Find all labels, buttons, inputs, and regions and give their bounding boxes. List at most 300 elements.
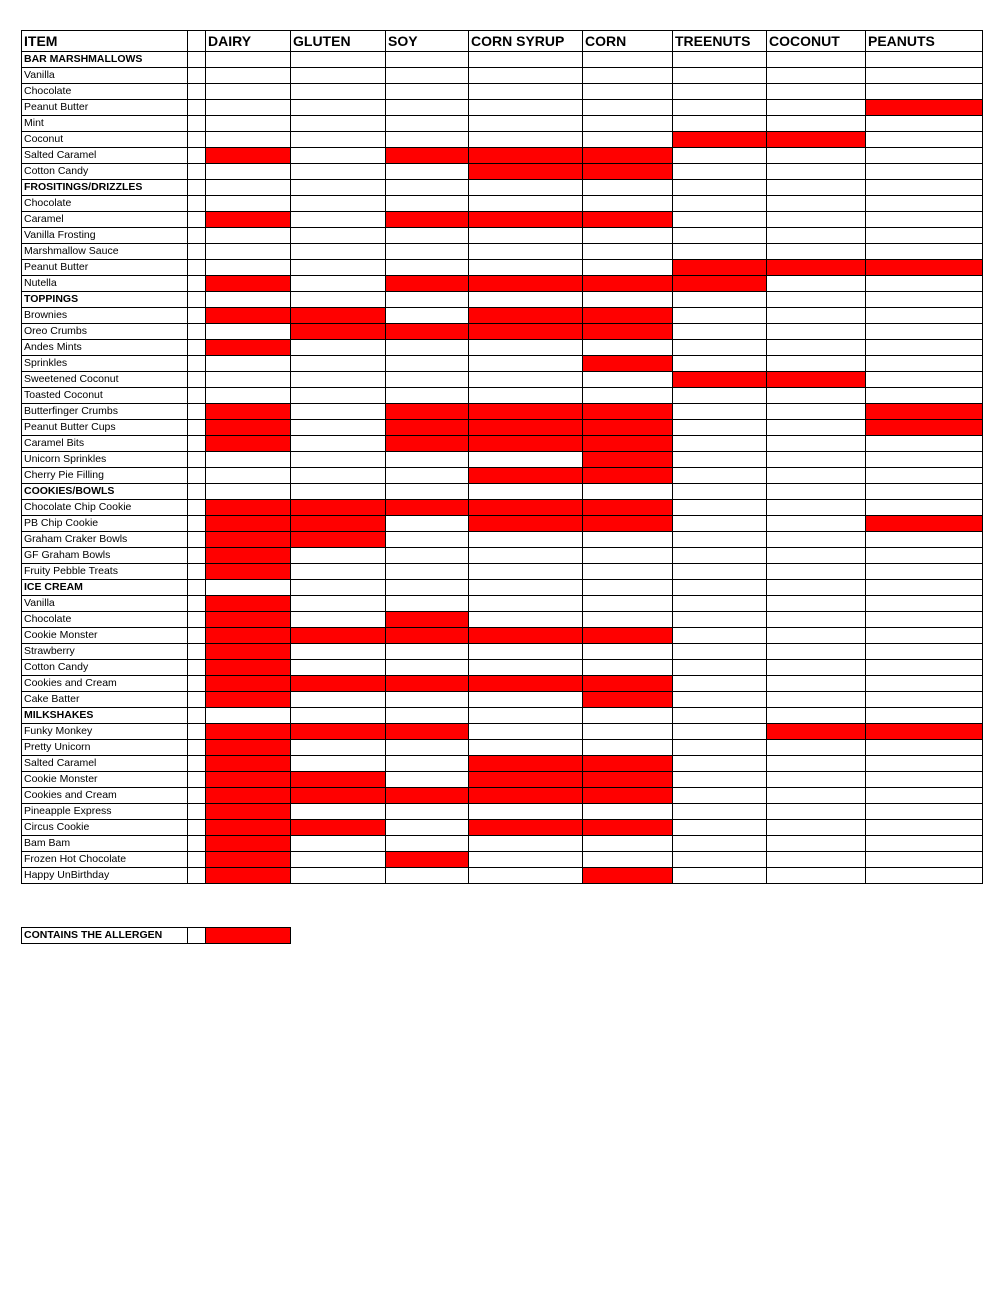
allergen-cell-peanuts — [866, 708, 983, 724]
allergen-cell-corn — [583, 180, 673, 196]
allergen-cell-corn-syrup — [469, 52, 583, 68]
item-name: Butterfinger Crumbs — [22, 404, 188, 420]
item-name: Oreo Crumbs — [22, 324, 188, 340]
allergen-cell-corn — [583, 548, 673, 564]
header-row — [22, 31, 983, 52]
allergen-cell-peanuts — [866, 436, 983, 452]
allergen-cell-treenuts — [673, 548, 767, 564]
allergen-cell-peanuts — [866, 644, 983, 660]
allergen-cell-gluten — [291, 52, 386, 68]
allergen-cell-dairy — [206, 724, 291, 740]
allergen-cell-treenuts — [673, 388, 767, 404]
blank-cell — [188, 276, 206, 292]
allergen-cell-treenuts — [673, 564, 767, 580]
allergen-cell-coconut — [767, 612, 866, 628]
table-row — [22, 420, 983, 436]
allergen-cell-treenuts — [673, 340, 767, 356]
section-row — [22, 292, 983, 308]
allergen-cell-corn — [583, 756, 673, 772]
blank-cell — [188, 740, 206, 756]
item-name: Mint — [22, 116, 188, 132]
allergen-cell-treenuts — [673, 804, 767, 820]
table-row — [22, 804, 983, 820]
allergen-cell-dairy — [206, 404, 291, 420]
allergen-cell-coconut — [767, 468, 866, 484]
allergen-cell-corn — [583, 404, 673, 420]
allergen-cell-dairy — [206, 452, 291, 468]
allergen-cell-soy — [386, 132, 469, 148]
table-row — [22, 196, 983, 212]
allergen-cell-treenuts — [673, 244, 767, 260]
allergen-cell-coconut — [767, 820, 866, 836]
allergen-cell-soy — [386, 564, 469, 580]
item-name: Bam Bam — [22, 836, 188, 852]
allergen-cell-coconut — [767, 372, 866, 388]
allergen-cell-coconut — [767, 356, 866, 372]
allergen-cell-treenuts — [673, 596, 767, 612]
allergen-cell-corn — [583, 420, 673, 436]
section-title: ICE CREAM — [22, 580, 188, 596]
allergen-cell-corn — [583, 612, 673, 628]
allergen-cell-corn-syrup — [469, 660, 583, 676]
allergen-cell-gluten — [291, 708, 386, 724]
allergen-cell-corn-syrup — [469, 420, 583, 436]
allergen-cell-dairy — [206, 308, 291, 324]
blank-cell — [188, 420, 206, 436]
allergen-cell-coconut — [767, 292, 866, 308]
blank-cell — [188, 404, 206, 420]
allergen-cell-peanuts — [866, 756, 983, 772]
allergen-cell-gluten — [291, 292, 386, 308]
allergen-cell-dairy — [206, 804, 291, 820]
allergen-cell-corn — [583, 164, 673, 180]
blank-cell — [188, 468, 206, 484]
allergen-cell-dairy — [206, 52, 291, 68]
allergen-cell-corn — [583, 820, 673, 836]
allergen-cell-dairy — [206, 468, 291, 484]
blank-cell — [188, 324, 206, 340]
item-name: Cookie Monster — [22, 628, 188, 644]
item-name: Salted Caramel — [22, 756, 188, 772]
allergen-cell-peanuts — [866, 260, 983, 276]
allergen-cell-coconut — [767, 596, 866, 612]
allergen-cell-peanuts — [866, 100, 983, 116]
allergen-cell-gluten — [291, 836, 386, 852]
allergen-cell-gluten — [291, 228, 386, 244]
allergen-cell-peanuts — [866, 356, 983, 372]
blank-cell — [188, 84, 206, 100]
allergen-cell-dairy — [206, 868, 291, 884]
allergen-cell-dairy — [206, 84, 291, 100]
allergen-cell-peanuts — [866, 228, 983, 244]
allergen-cell-peanuts — [866, 244, 983, 260]
allergen-cell-peanuts — [866, 532, 983, 548]
allergen-cell-peanuts — [866, 676, 983, 692]
allergen-cell-soy — [386, 180, 469, 196]
allergen-cell-dairy — [206, 852, 291, 868]
allergen-cell-dairy — [206, 260, 291, 276]
allergen-cell-gluten — [291, 420, 386, 436]
table-row — [22, 788, 983, 804]
allergen-cell-corn-syrup — [469, 772, 583, 788]
allergen-cell-corn — [583, 740, 673, 756]
table-row — [22, 532, 983, 548]
table-row — [22, 436, 983, 452]
allergen-cell-gluten — [291, 532, 386, 548]
allergen-cell-corn-syrup — [469, 532, 583, 548]
allergen-cell-treenuts — [673, 500, 767, 516]
allergen-cell-dairy — [206, 484, 291, 500]
allergen-cell-corn-syrup — [469, 708, 583, 724]
blank-cell — [188, 100, 206, 116]
allergen-cell-dairy — [206, 820, 291, 836]
allergen-cell-treenuts — [673, 516, 767, 532]
allergen-cell-corn-syrup — [469, 148, 583, 164]
table-row — [22, 836, 983, 852]
allergen-cell-soy — [386, 468, 469, 484]
blank-cell — [188, 820, 206, 836]
table-row — [22, 164, 983, 180]
allergen-cell-gluten — [291, 276, 386, 292]
allergen-cell-gluten — [291, 676, 386, 692]
allergen-cell-gluten — [291, 580, 386, 596]
allergen-cell-soy — [386, 228, 469, 244]
table-row — [22, 468, 983, 484]
table-row — [22, 628, 983, 644]
blank-cell — [188, 228, 206, 244]
allergen-cell-peanuts — [866, 52, 983, 68]
allergen-cell-peanuts — [866, 132, 983, 148]
allergen-cell-treenuts — [673, 132, 767, 148]
blank-cell — [188, 836, 206, 852]
table-row — [22, 516, 983, 532]
allergen-cell-corn — [583, 308, 673, 324]
item-name: Vanilla — [22, 596, 188, 612]
blank-cell — [188, 580, 206, 596]
allergen-cell-treenuts — [673, 772, 767, 788]
allergen-cell-dairy — [206, 532, 291, 548]
allergen-cell-gluten — [291, 564, 386, 580]
allergen-cell-peanuts — [866, 564, 983, 580]
allergen-cell-soy — [386, 116, 469, 132]
allergen-cell-soy — [386, 84, 469, 100]
section-title: BAR MARSHMALLOWS — [22, 52, 188, 68]
allergen-cell-peanuts — [866, 148, 983, 164]
blank-cell — [188, 356, 206, 372]
allergen-cell-treenuts — [673, 84, 767, 100]
allergen-cell-gluten — [291, 180, 386, 196]
blank-cell — [188, 516, 206, 532]
blank-cell — [188, 628, 206, 644]
item-name: Caramel Bits — [22, 436, 188, 452]
table-row — [22, 116, 983, 132]
blank-cell — [188, 340, 206, 356]
allergen-cell-dairy — [206, 132, 291, 148]
allergen-cell-corn-syrup — [469, 468, 583, 484]
table-row — [22, 356, 983, 372]
allergen-cell-coconut — [767, 436, 866, 452]
blank-cell — [188, 244, 206, 260]
blank-cell — [188, 68, 206, 84]
blank-cell — [188, 548, 206, 564]
allergen-cell-dairy — [206, 564, 291, 580]
allergen-cell-gluten — [291, 324, 386, 340]
allergen-cell-corn-syrup — [469, 644, 583, 660]
allergen-cell-soy — [386, 452, 469, 468]
allergen-cell-soy — [386, 644, 469, 660]
allergen-cell-peanuts — [866, 740, 983, 756]
column-header-corn-syrup: CORN SYRUP — [469, 31, 583, 52]
allergen-cell-dairy — [206, 788, 291, 804]
allergen-cell-treenuts — [673, 196, 767, 212]
item-name: Vanilla Frosting — [22, 228, 188, 244]
allergen-cell-corn — [583, 324, 673, 340]
blank-cell — [188, 116, 206, 132]
allergen-cell-corn — [583, 500, 673, 516]
allergen-cell-dairy — [206, 516, 291, 532]
allergen-cell-treenuts — [673, 372, 767, 388]
table-row — [22, 724, 983, 740]
allergen-cell-corn-syrup — [469, 676, 583, 692]
table-row — [22, 452, 983, 468]
allergen-cell-corn-syrup — [469, 868, 583, 884]
section-row — [22, 580, 983, 596]
allergen-cell-corn — [583, 596, 673, 612]
table-row — [22, 308, 983, 324]
allergen-cell-corn-syrup — [469, 228, 583, 244]
allergen-cell-gluten — [291, 500, 386, 516]
allergen-cell-dairy — [206, 372, 291, 388]
allergen-cell-dairy — [206, 324, 291, 340]
allergen-cell-coconut — [767, 708, 866, 724]
allergen-cell-soy — [386, 740, 469, 756]
allergen-cell-coconut — [767, 164, 866, 180]
allergen-cell-treenuts — [673, 324, 767, 340]
allergen-cell-gluten — [291, 740, 386, 756]
allergen-cell-corn-syrup — [469, 740, 583, 756]
column-header-gluten: GLUTEN — [291, 31, 386, 52]
allergen-cell-coconut — [767, 628, 866, 644]
allergen-cell-treenuts — [673, 692, 767, 708]
allergen-cell-corn-syrup — [469, 84, 583, 100]
allergen-cell-peanuts — [866, 612, 983, 628]
allergen-cell-soy — [386, 244, 469, 260]
item-name: Cookies and Cream — [22, 788, 188, 804]
blank-cell — [188, 132, 206, 148]
allergen-cell-gluten — [291, 100, 386, 116]
allergen-cell-treenuts — [673, 756, 767, 772]
allergen-cell-corn-syrup — [469, 596, 583, 612]
allergen-cell-gluten — [291, 468, 386, 484]
allergen-cell-gluten — [291, 404, 386, 420]
allergen-cell-corn-syrup — [469, 564, 583, 580]
allergen-cell-treenuts — [673, 676, 767, 692]
allergen-cell-treenuts — [673, 100, 767, 116]
allergen-cell-corn-syrup — [469, 724, 583, 740]
allergen-cell-gluten — [291, 68, 386, 84]
allergen-cell-coconut — [767, 516, 866, 532]
legend-blank — [188, 928, 206, 944]
allergen-cell-soy — [386, 356, 469, 372]
table-row — [22, 68, 983, 84]
table-row — [22, 692, 983, 708]
allergen-cell-coconut — [767, 260, 866, 276]
blank-cell — [188, 180, 206, 196]
blank-cell — [188, 756, 206, 772]
allergen-cell-corn-syrup — [469, 628, 583, 644]
item-name: Cookies and Cream — [22, 676, 188, 692]
allergen-cell-gluten — [291, 164, 386, 180]
allergen-cell-corn — [583, 340, 673, 356]
allergen-cell-coconut — [767, 404, 866, 420]
allergen-cell-corn-syrup — [469, 116, 583, 132]
allergen-cell-peanuts — [866, 84, 983, 100]
allergen-cell-coconut — [767, 276, 866, 292]
allergen-cell-soy — [386, 532, 469, 548]
allergen-cell-gluten — [291, 388, 386, 404]
allergen-cell-corn-syrup — [469, 452, 583, 468]
allergen-cell-coconut — [767, 132, 866, 148]
blank-cell — [188, 260, 206, 276]
blank-cell — [188, 692, 206, 708]
allergen-cell-peanuts — [866, 500, 983, 516]
allergen-cell-corn-syrup — [469, 516, 583, 532]
allergen-cell-dairy — [206, 756, 291, 772]
table-row — [22, 500, 983, 516]
allergen-cell-peanuts — [866, 628, 983, 644]
allergen-cell-peanuts — [866, 196, 983, 212]
allergen-cell-peanuts — [866, 324, 983, 340]
allergen-cell-peanuts — [866, 212, 983, 228]
allergen-cell-treenuts — [673, 532, 767, 548]
allergen-cell-soy — [386, 788, 469, 804]
column-header-corn: CORN — [583, 31, 673, 52]
allergen-cell-coconut — [767, 660, 866, 676]
table-row — [22, 276, 983, 292]
allergen-cell-treenuts — [673, 292, 767, 308]
allergen-cell-corn-syrup — [469, 436, 583, 452]
allergen-cell-gluten — [291, 868, 386, 884]
allergen-cell-gluten — [291, 116, 386, 132]
allergen-cell-gluten — [291, 436, 386, 452]
item-name: Pineapple Express — [22, 804, 188, 820]
column-header-coconut: COCONUT — [767, 31, 866, 52]
allergen-cell-peanuts — [866, 868, 983, 884]
allergen-cell-corn — [583, 484, 673, 500]
blank-cell — [188, 484, 206, 500]
allergen-cell-peanuts — [866, 308, 983, 324]
table-row — [22, 372, 983, 388]
allergen-cell-soy — [386, 852, 469, 868]
allergen-cell-coconut — [767, 420, 866, 436]
allergen-cell-dairy — [206, 212, 291, 228]
allergen-cell-soy — [386, 676, 469, 692]
allergen-cell-corn — [583, 532, 673, 548]
allergen-cell-gluten — [291, 484, 386, 500]
allergen-cell-soy — [386, 820, 469, 836]
column-header-blank — [188, 31, 206, 52]
allergen-cell-corn — [583, 868, 673, 884]
allergen-cell-corn-syrup — [469, 852, 583, 868]
allergen-cell-gluten — [291, 548, 386, 564]
allergen-cell-corn-syrup — [469, 548, 583, 564]
blank-cell — [188, 804, 206, 820]
allergen-cell-dairy — [206, 612, 291, 628]
allergen-cell-dairy — [206, 148, 291, 164]
allergen-cell-treenuts — [673, 708, 767, 724]
allergen-cell-gluten — [291, 644, 386, 660]
table-row — [22, 260, 983, 276]
blank-cell — [188, 388, 206, 404]
allergen-cell-peanuts — [866, 404, 983, 420]
allergen-cell-corn — [583, 724, 673, 740]
allergen-cell-peanuts — [866, 724, 983, 740]
table-row — [22, 548, 983, 564]
allergen-cell-peanuts — [866, 836, 983, 852]
allergen-cell-peanuts — [866, 548, 983, 564]
allergen-cell-gluten — [291, 516, 386, 532]
blank-cell — [188, 564, 206, 580]
item-name: Fruity Pebble Treats — [22, 564, 188, 580]
table-row — [22, 228, 983, 244]
allergen-cell-corn-syrup — [469, 68, 583, 84]
item-name: Chocolate — [22, 196, 188, 212]
allergen-cell-gluten — [291, 820, 386, 836]
allergen-cell-treenuts — [673, 420, 767, 436]
allergen-cell-dairy — [206, 580, 291, 596]
item-name: Unicorn Sprinkles — [22, 452, 188, 468]
blank-cell — [188, 644, 206, 660]
allergen-cell-treenuts — [673, 580, 767, 596]
item-name: Salted Caramel — [22, 148, 188, 164]
allergen-cell-coconut — [767, 804, 866, 820]
allergen-cell-corn-syrup — [469, 100, 583, 116]
item-name: Pretty Unicorn — [22, 740, 188, 756]
allergen-cell-corn — [583, 52, 673, 68]
item-name: Caramel — [22, 212, 188, 228]
allergen-cell-dairy — [206, 292, 291, 308]
allergen-cell-corn-syrup — [469, 180, 583, 196]
allergen-cell-corn — [583, 788, 673, 804]
allergen-cell-soy — [386, 580, 469, 596]
table-row — [22, 596, 983, 612]
table-row — [22, 404, 983, 420]
legend — [21, 927, 291, 944]
allergen-cell-dairy — [206, 180, 291, 196]
item-name: Cherry Pie Filling — [22, 468, 188, 484]
allergen-cell-coconut — [767, 548, 866, 564]
allergen-cell-dairy — [206, 388, 291, 404]
allergen-cell-corn-syrup — [469, 580, 583, 596]
allergen-cell-coconut — [767, 308, 866, 324]
allergen-cell-coconut — [767, 868, 866, 884]
allergen-cell-corn — [583, 388, 673, 404]
item-name: Cotton Candy — [22, 164, 188, 180]
allergen-cell-treenuts — [673, 356, 767, 372]
table-row — [22, 244, 983, 260]
allergen-cell-soy — [386, 276, 469, 292]
allergen-cell-corn-syrup — [469, 164, 583, 180]
table-row — [22, 740, 983, 756]
allergen-cell-peanuts — [866, 516, 983, 532]
blank-cell — [188, 788, 206, 804]
blank-cell — [188, 724, 206, 740]
blank-cell — [188, 308, 206, 324]
table-row — [22, 340, 983, 356]
allergen-cell-coconut — [767, 676, 866, 692]
allergen-cell-coconut — [767, 484, 866, 500]
allergen-cell-soy — [386, 772, 469, 788]
